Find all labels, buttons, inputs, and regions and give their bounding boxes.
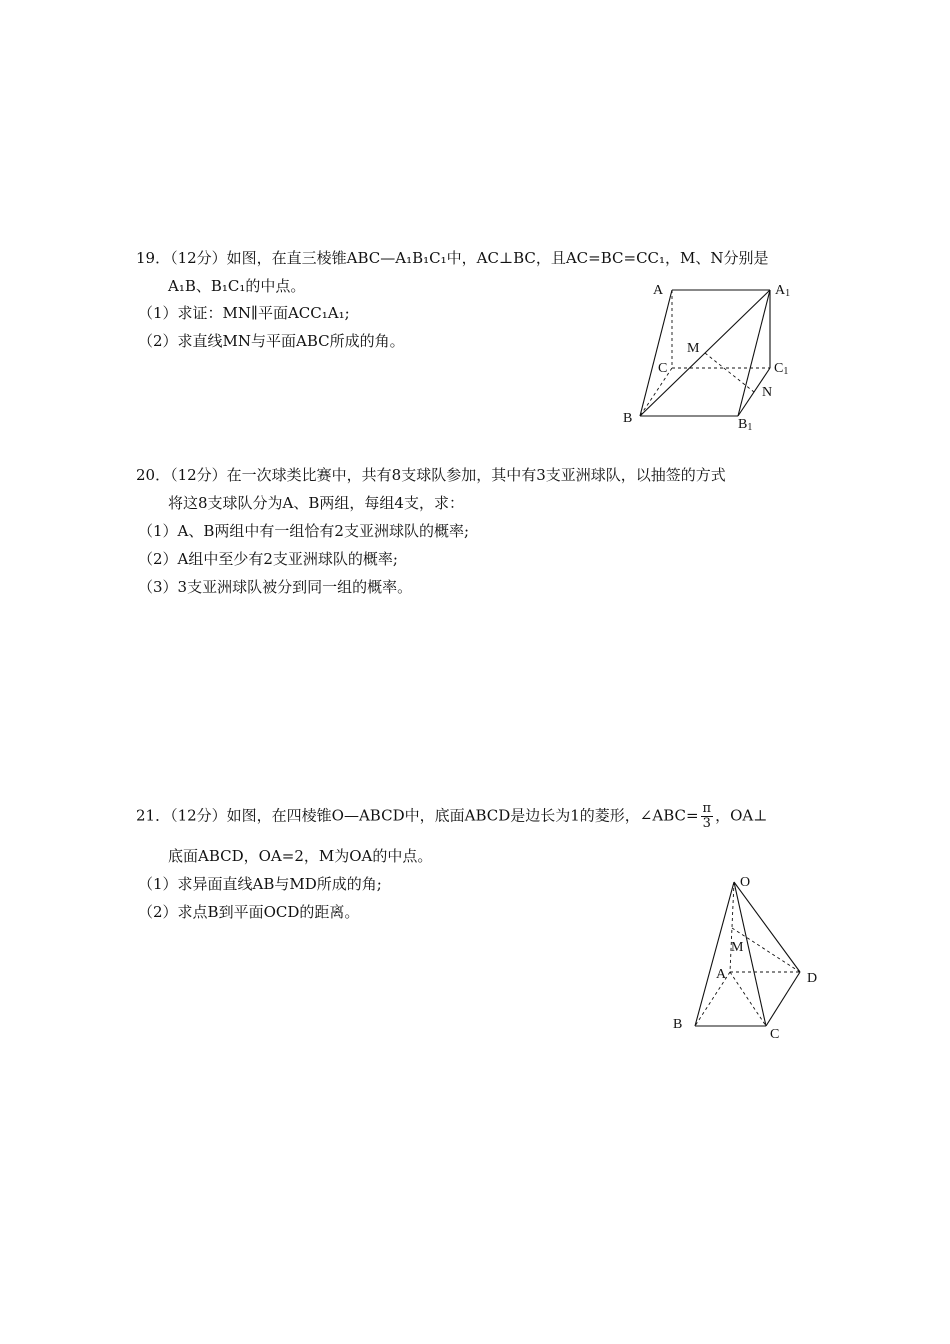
vertex-label-c1: C1: [774, 361, 789, 377]
fraction-numerator: π: [702, 801, 712, 816]
point-label-n: N: [762, 385, 773, 400]
vertex-label-a: A: [716, 967, 727, 982]
problem-21-line1-tail: ，OA⊥: [715, 806, 768, 825]
problem-20-line1: 20．（12分）在一次球类比赛中，共有8支球队参加，其中有3支亚洲球队，以抽签的方式: [136, 466, 726, 484]
problem-19-line2: A₁B、B₁C₁的中点。: [168, 277, 306, 295]
problem-21-line2: 底面ABCD，OA=2，M为OA的中点。: [168, 847, 433, 865]
problem-21-line1: [136, 802, 767, 831]
problem-20-line2: 将这8支球队分为A、B两组，每组4支，求：: [168, 494, 464, 512]
vertex-label-a1: A1: [775, 283, 791, 299]
vertex-label-o: O: [740, 875, 751, 890]
vertex-label-b: B: [673, 1017, 683, 1032]
problem-20-question2: （2）A组中至少有2支亚洲球队的概率;: [138, 550, 398, 568]
point-label-m: M: [687, 341, 700, 356]
vertex-label-c: C: [770, 1027, 780, 1042]
problem-19-line1: 19．（12分）如图，在直三棱锥ABC—A₁B₁C₁中，AC⊥BC，且AC=BC=CC₁，M、N分别是: [136, 249, 769, 267]
problem-20-question3: （3）3支亚洲球队被分到同一组的概率。: [138, 578, 413, 596]
angle-fraction: [701, 802, 714, 831]
vertex-label-b: B: [623, 411, 633, 426]
vertex-label-d: D: [807, 971, 818, 986]
vertex-label-a: A: [653, 283, 664, 298]
point-label-m: M: [731, 940, 744, 955]
problem-20-question1: （1）A、B两组中有一组恰有2支亚洲球队的概率;: [138, 522, 469, 540]
problem-19-question1: （1）求证：MN∥平面ACC₁A₁;: [138, 304, 350, 322]
problem-19-question2: （2）求直线MN与平面ABC所成的角。: [138, 332, 405, 350]
vertex-label-b1: B1: [738, 417, 753, 433]
problem-21-question1: （1）求异面直线AB与MD所成的角;: [138, 875, 382, 893]
prism-figure: [615, 278, 805, 438]
fraction-denominator: 3: [702, 816, 711, 831]
vertex-label-c: C: [658, 361, 668, 376]
pyramid-figure: [660, 868, 830, 1043]
problem-21-question2: （2）求点B到平面OCD的距离。: [138, 903, 360, 921]
problem-21-line1-text: 21．（12分）如图，在四棱锥O—ABCD中，底面ABCD是边长为1的菱形，∠ABC=: [136, 806, 699, 825]
